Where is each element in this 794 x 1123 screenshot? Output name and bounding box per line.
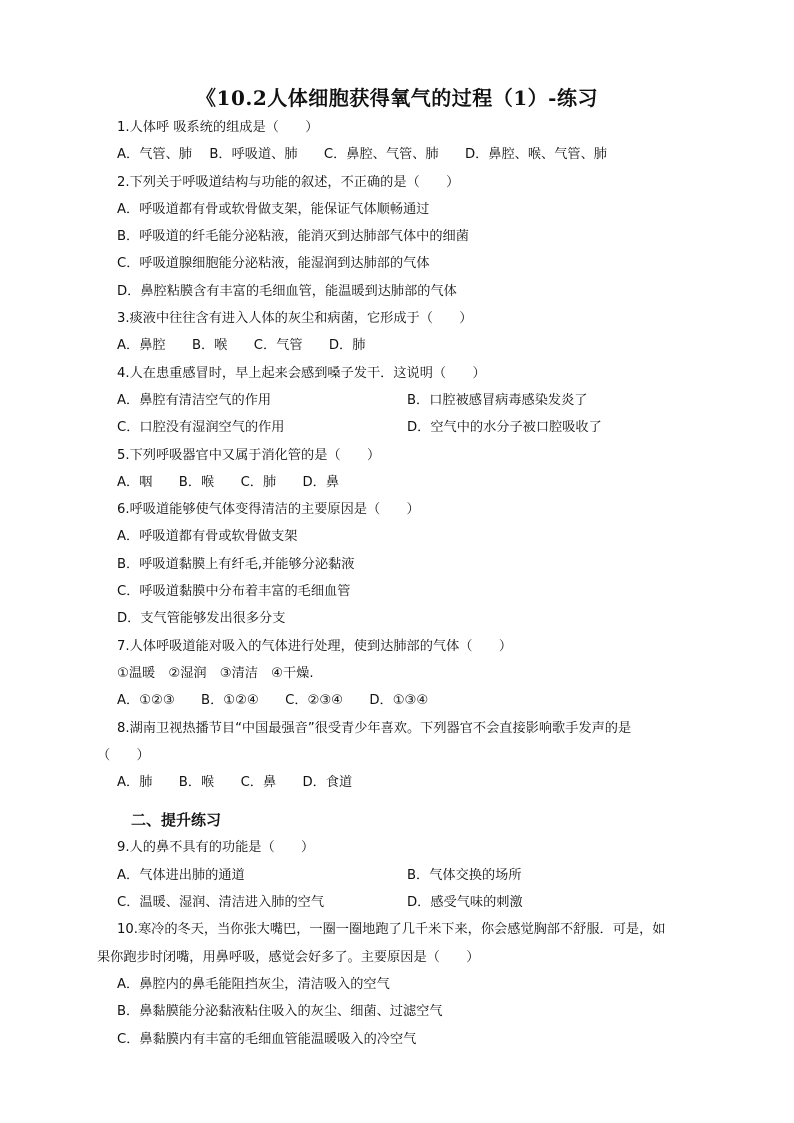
question-4-option-a: A．鼻腔有清洁空气的作用 [117,392,272,408]
question-6-option-c: C．呼吸道黏膜中分布着丰富的毛细血管 [117,584,351,600]
question-4-stem: 4.人在患重感冒时，早上起来会感到嗓子发干．这说明（ ） [117,365,486,381]
question-10-option-c: C．鼻黏膜内有丰富的毛细血管能温暖吸入的冷空气 [117,1031,417,1047]
question-5-stem: 5.下列呼吸器官中又属于消化管的是（ ） [117,447,381,463]
question-1-stem: 1.人体呼 吸系统的组成是（ ） [117,120,319,135]
question-9-option-d: D．感受气味的刺激 [407,895,523,911]
question-1-options: A．气管、肺 B．呼吸道、肺 C．鼻腔、气管、肺 D．鼻腔、喉、气管、肺 [117,147,607,163]
question-7-items: ①温暖 ②湿润 ③清洁 ④干燥. [117,665,314,681]
question-6-stem: 6.呼吸道能够使气体变得清洁的主要原因是（ ） [117,502,420,518]
question-8-options: A．肺 B．喉 C．鼻 D．食道 [117,775,353,791]
question-9-stem: 9.人的鼻不具有的功能是（ ） [117,840,315,856]
question-8-stem: 8.湖南卫视热播节目“中国最强音”很受青少年喜欢。下列器官不会直接影响歌手发声的是 [117,720,632,736]
section-heading: 二、提升练习 [131,811,222,830]
question-7-options: A．①②③ B．①②④ C．②③④ D．①③④ [117,693,429,709]
question-2-option-d: D．鼻腔粘膜含有丰富的毛细血管，能温暖到达肺部的气体 [117,283,457,299]
question-10-option-a: A．鼻腔内的鼻毛能阻挡灰尘，清洁吸入的空气 [117,976,390,992]
question-9-option-b: B．气体交换的场所 [407,867,522,883]
question-6-option-d: D．支气管能够发出很多分支 [117,611,286,627]
question-4-row-2 [117,414,707,441]
question-4-option-c: C．口腔没有湿润空气的作用 [117,420,285,436]
question-3-options: A．鼻腔 B．喉 C．气管 D．肺 [117,338,366,354]
question-6-option-b: B．呼吸道黏膜上有纤毛,并能够分泌黏液 [117,556,355,572]
question-5-options: A．咽 B．喉 C．肺 D．鼻 [117,474,340,490]
question-10-option-b: B．鼻黏膜能分泌黏液粘住吸入的灰尘、细菌、过滤空气 [117,1004,443,1020]
question-3-stem: 3.痰液中往往含有进入人体的灰尘和病菌，它形成于（ ） [117,311,473,327]
question-4-option-b: B．口腔被感冒病毒感染发炎了 [407,392,588,408]
exercise-content [97,114,707,1053]
question-2-option-c: C．呼吸道腺细胞能分泌粘液，能湿润到达肺部的气体 [117,256,430,272]
question-2-option-b: B．呼吸道的纤毛能分泌粘液，能消灭到达肺部气体中的细菌 [117,229,469,245]
question-2-stem: 2.下列关于呼吸道结构与功能的叙述，不正确的是（ ） [117,174,460,190]
question-4-row-1 [117,387,707,414]
page-title: 《10.2人体细胞获得氧气的过程（1）-练习 [196,86,598,110]
question-2-option-a: A．呼吸道都有骨或软骨做支架，能保证气体顺畅通过 [117,201,430,217]
question-9-option-a: A．气体进出肺的通道 [117,867,245,883]
question-10-stem: 10.寒冷的冬天，当你张大嘴巴，一圈一圈地跑了几千米下来，你会感觉胸部不舒服．可是，如 [117,922,666,938]
question-9-row-2 [117,889,707,916]
question-4-option-d: D．空气中的水分子被口腔吸收了 [407,420,602,436]
question-9-option-c: C．温暖、湿润、清洁进入肺的空气 [117,895,325,911]
question-9-row-1 [117,862,707,889]
question-10-stem-cont: 果你跑步时闭嘴，用鼻呼吸，感觉会好多了。主要原因是（ ） [97,949,480,965]
question-8-stem-cont: （ ） [97,747,150,763]
question-7-stem: 7.人体呼吸道能对吸入的气体进行处理，使到达肺部的气体（ ） [117,638,513,654]
question-6-option-a: A．呼吸道都有骨或软骨做支架 [117,529,298,545]
